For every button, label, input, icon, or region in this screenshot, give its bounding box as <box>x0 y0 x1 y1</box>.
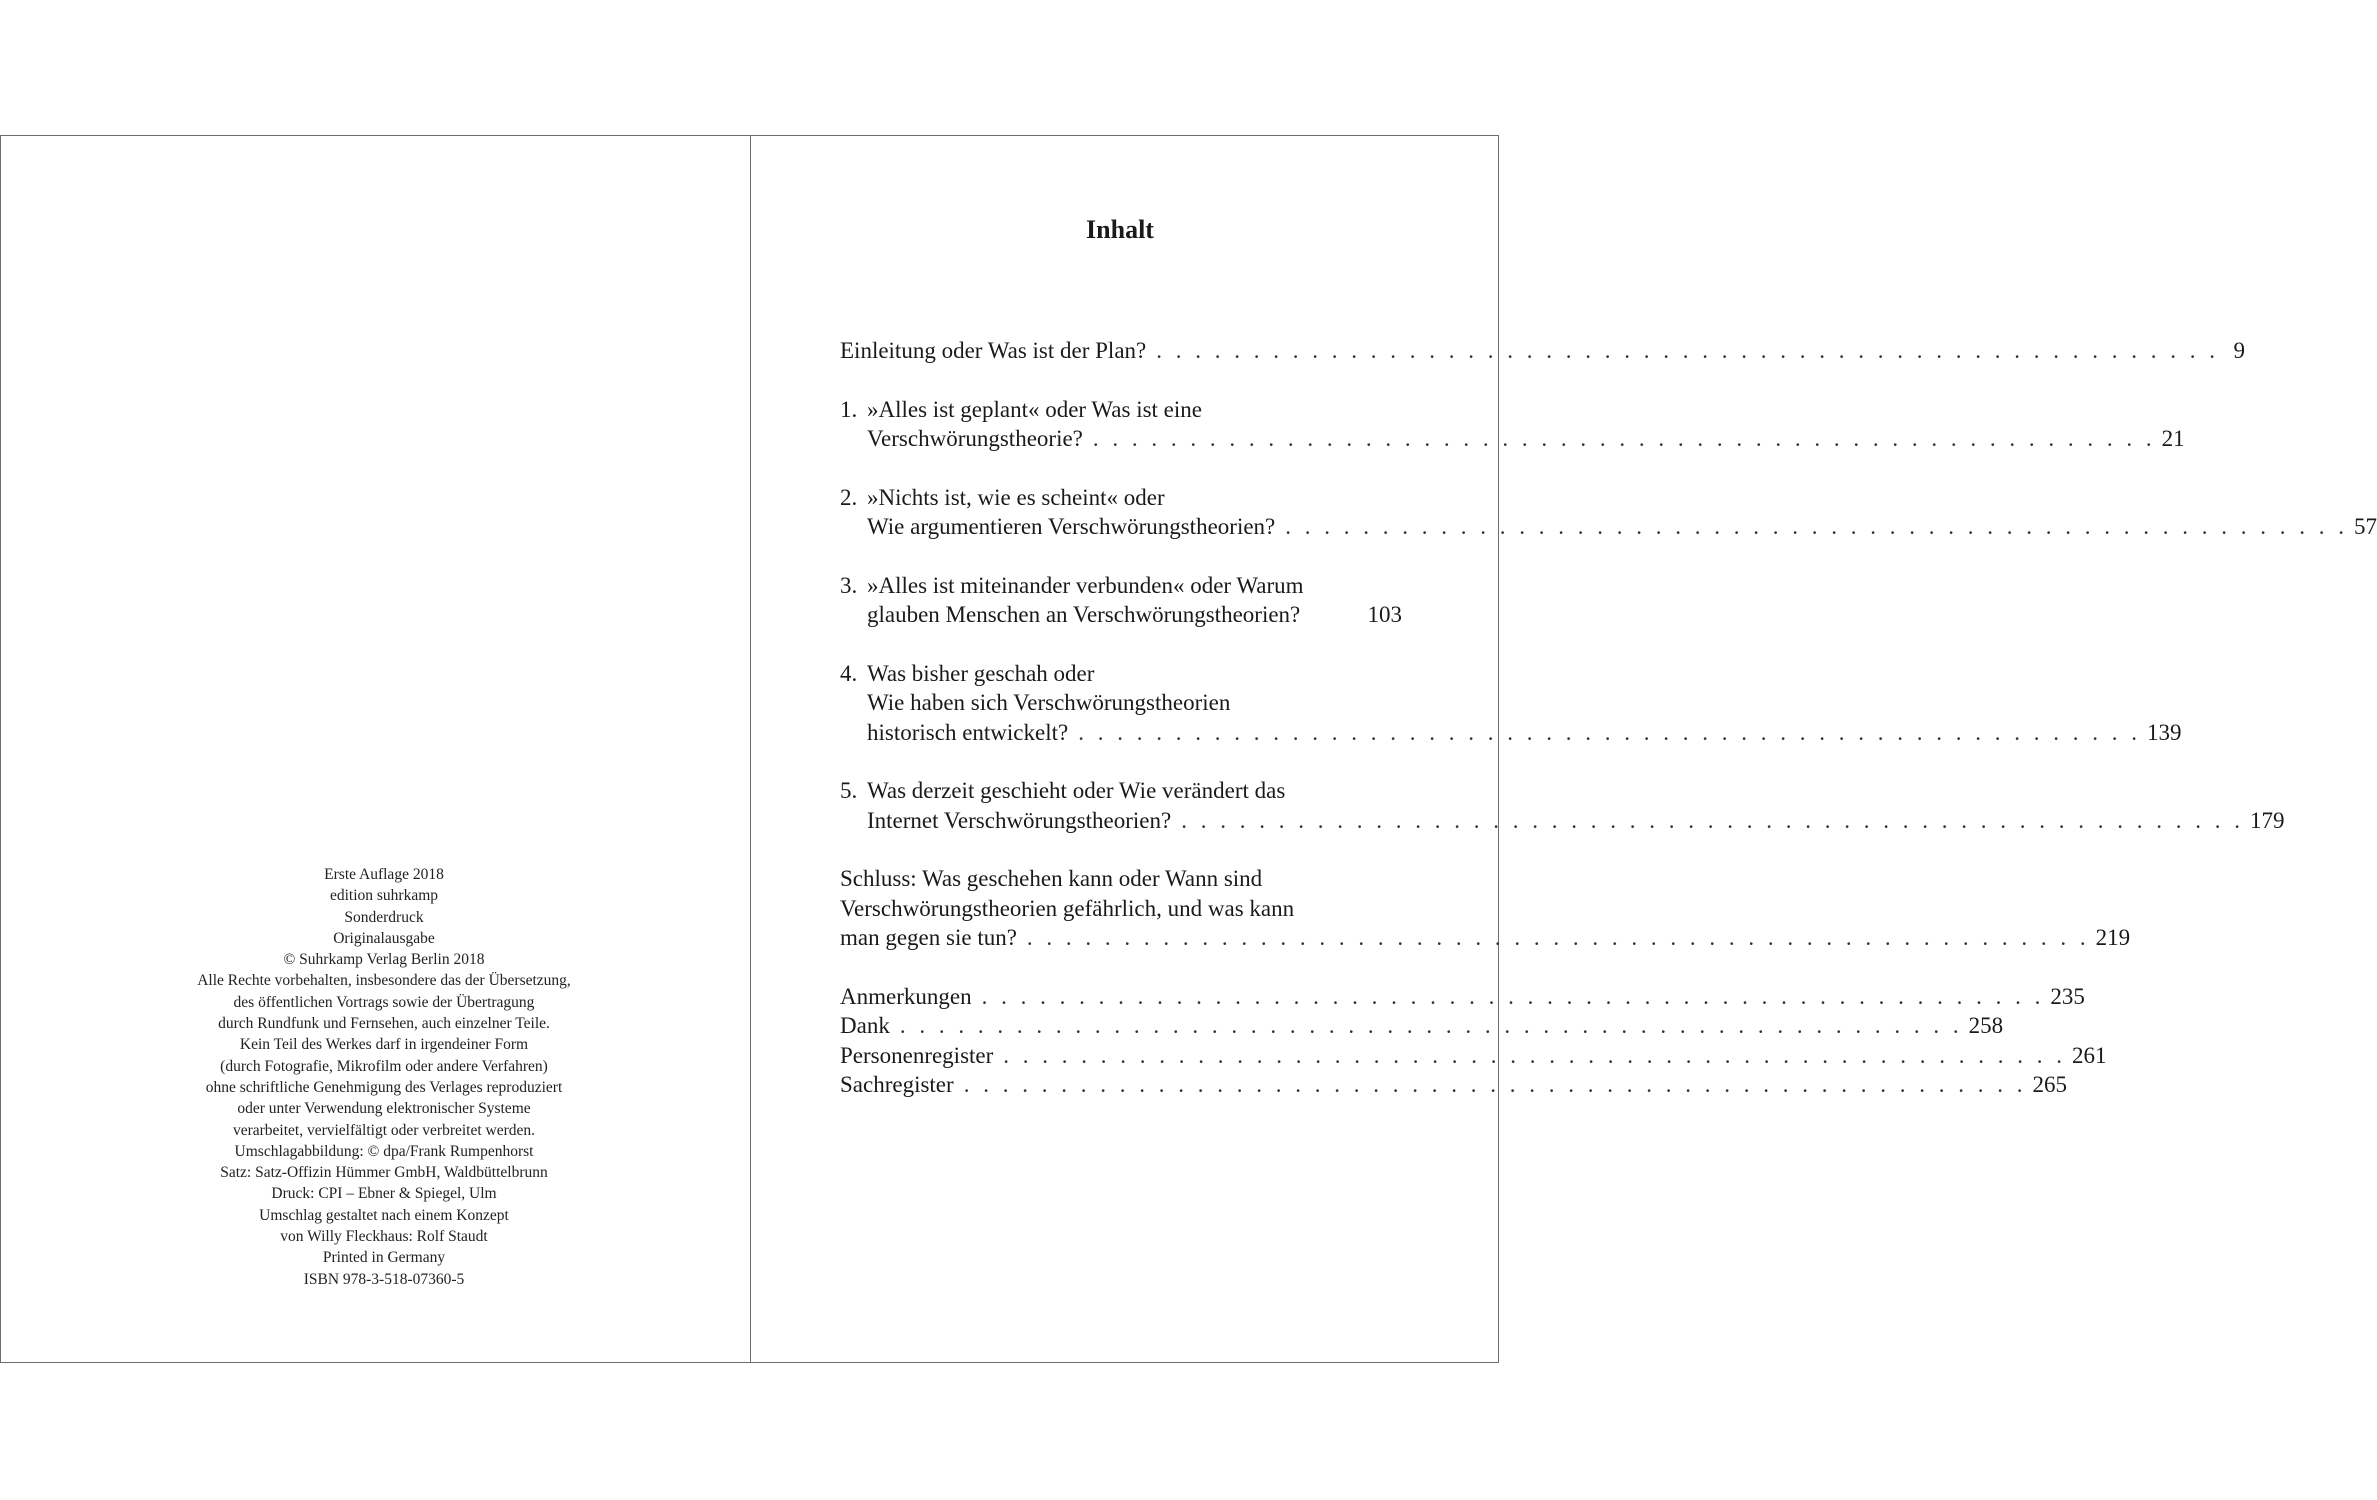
imprint-line: Kein Teil des Werkes darf in irgendeiner Form <box>239 1036 529 1054</box>
chapter-number: 2. <box>840 484 858 510</box>
toc-entry-text: Personenregister <box>840 1042 994 1068</box>
toc-title: Inhalt <box>1086 215 1154 244</box>
dot-leader: . . . . . . . . . . . . . . . . . . . . . . . . . . . . . . . . . . . . . . . . . . . . . . . . . . . . . . . <box>1078 719 2141 745</box>
toc-entry-appendix <box>840 982 2085 1012</box>
toc-entry-text: Anmerkungen <box>840 983 972 1009</box>
toc-entry-text: »Alles ist miteinander verbunden« oder Warum <box>867 572 1304 598</box>
toc-entry-conclusion <box>840 864 2131 953</box>
imprint-line: durch Rundfunk und Fernsehen, auch einzelner Teile. <box>218 1015 550 1033</box>
toc-entry-text: glauben Menschen an Verschwörungstheorien? <box>867 602 1301 627</box>
dot-leader: . . . . . . . . . . . . . . . . . . . . . . . . . . . . . . . . . . . . . . . . . . . . . . . . . . . . . . . <box>981 983 2045 1009</box>
page-gutter <box>750 136 751 1362</box>
toc-page-number: 219 <box>2095 925 2131 950</box>
toc-entry-chapter-4 <box>840 659 2182 748</box>
dot-leader: . . . . . . . . . . . . . . . . . . . . . . . . . . . . . . . . . . . . . . . . . . . . . . . . . . . . . . . <box>899 1013 1963 1038</box>
imprint-line: Originalausgabe <box>333 929 435 947</box>
toc-page-number: 9 <box>2233 338 2245 363</box>
toc-entry-appendix <box>840 1011 2004 1041</box>
toc-appendix-list <box>840 982 2107 1100</box>
imprint-line: Alle Rechte vorbehalten, insbesondere das der Übersetzung, <box>197 972 571 990</box>
imprint-line: ISBN 978-3-518-07360-5 <box>303 1270 465 1288</box>
toc-entry-text: Einleitung oder Was ist der Plan? <box>840 338 1147 363</box>
dot-leader: . . . . . . . . . . . . . . . . . . . . . . . . . . . . . . . . . . . . . . . . . . . . . . . . . . . . . . . <box>1156 338 2219 363</box>
toc-entry-text: Was bisher geschah oder <box>867 660 1095 686</box>
toc-entry-text: »Alles ist geplant« oder Was ist eine <box>867 396 1202 422</box>
chapter-number: 4. <box>840 660 858 686</box>
toc-page-number: 265 <box>2032 1072 2067 1097</box>
toc-page-number: 179 <box>2249 807 2285 833</box>
imprint-line: ohne schriftliche Genehmigung des Verlages reproduziert <box>205 1078 563 1096</box>
toc-page-number: 261 <box>2072 1042 2107 1068</box>
dot-leader: . . . . . . . . . . . . . . . . . . . . . . . . . . . . . . . . . . . . . . . . . . . . . . . . . . . . . . . <box>963 1072 2027 1097</box>
imprint-line: Sonderdruck <box>344 908 424 926</box>
toc-entry-text: Dank <box>840 1013 890 1038</box>
imprint-line: Umschlagabbildung: © dpa/Frank Rumpenhorst <box>234 1142 534 1160</box>
imprint-line: von Willy Fleckhaus: Rolf Staudt <box>280 1228 488 1246</box>
imprint-line: Umschlag gestaltet nach einem Konzept <box>259 1206 509 1224</box>
toc-entry-text: man gegen sie tun? <box>840 925 1017 950</box>
toc-entry-text: »Nichts ist, wie es scheint« oder <box>867 484 1165 510</box>
imprint-line: verarbeitet, vervielfältigt oder verbreitet werden. <box>232 1121 536 1139</box>
dot-leader: . . . . . . . . . . . . . . . . . . . . . . . . . . . . . . . . . . . . . . . . . . . . . . . . . . . . . . . <box>1285 514 2348 539</box>
toc-entry-intro <box>840 336 2245 366</box>
dot-leader: . . . . . . . . . . . . . . . . . . . . . . . . . . . . . . . . . . . . . . . . . . . . . . . . . . . . . . . <box>1181 807 2244 833</box>
chapter-number: 3. <box>840 572 858 598</box>
imprint-line: © Suhrkamp Verlag Berlin 2018 <box>283 951 485 969</box>
toc-entry-chapter-1 <box>840 395 2185 454</box>
toc-page-number: 235 <box>2050 983 2085 1009</box>
toc-page-number: 21 <box>2161 426 2185 451</box>
imprint-block <box>151 864 617 1290</box>
dot-leader: . . . . . . . . . . . . . . . . . . . . . . . . . . . . . . . . . . . . . . . . . . . . . . . . . . . . . . . <box>1026 925 2090 950</box>
toc-entry-text: Wie haben sich Verschwörungstheorien <box>867 690 1231 715</box>
toc-page-number: 103 <box>1367 602 1402 627</box>
toc-page-number: 258 <box>1968 1013 2004 1038</box>
dot-leader: . . . . . . . . . . . . . . . . . . . . . . . . . . . . . . . . . . . . . . . . . . . . . . . . . . . . . . . <box>1003 1042 2067 1068</box>
toc-entry-text: Was derzeit geschieht oder Wie verändert das <box>867 778 1286 803</box>
toc-entry-text: Schluss: Was geschehen kann oder Wann sind <box>840 866 1263 891</box>
imprint-line: des öffentlichen Vortrags sowie der Übertragung <box>233 993 535 1011</box>
chapter-number: 5. <box>840 778 858 803</box>
imprint-line: (durch Fotografie, Mikrofilm oder andere Verfahren) <box>220 1057 548 1075</box>
imprint-line: oder unter Verwendung elektronischer Systeme <box>237 1100 531 1118</box>
toc-entry-text: historisch entwickelt? <box>867 719 1069 745</box>
imprint-line: Druck: CPI – Ebner & Spiegel, Ulm <box>271 1185 497 1203</box>
toc-page-number: 139 <box>2146 719 2182 745</box>
toc-entry-text: Internet Verschwörungstheorien? <box>867 807 1172 833</box>
toc-entry-text: Wie argumentieren Verschwörungstheorien? <box>867 514 1276 539</box>
toc-entry-chapter-3 <box>840 571 1402 630</box>
imprint-line: Satz: Satz-Offizin Hümmer GmbH, Waldbüttelbrunn <box>220 1164 548 1182</box>
toc-entry-text: Verschwörungstheorie? <box>867 426 1083 451</box>
toc-entry-appendix <box>840 1070 2067 1100</box>
imprint-line: Erste Auflage 2018 <box>324 866 444 883</box>
toc-entry-text: Verschwörungstheorien gefährlich, und was kann <box>840 895 1295 921</box>
toc-entry-chapter-5 <box>840 776 2285 835</box>
imprint-line: Printed in Germany <box>322 1249 446 1267</box>
toc-entry-appendix <box>840 1041 2107 1071</box>
table-of-contents <box>840 336 2377 1100</box>
dot-leader: . . . . . . . . . . . . . . . . . . . . . . . . . . . . . . . . . . . . . . . . . . . . . . . . . . . . . . . <box>1092 426 2156 451</box>
toc-entry-text: Sachregister <box>840 1072 954 1097</box>
imprint-line: edition suhrkamp <box>329 887 439 905</box>
chapter-number: 1. <box>840 396 858 422</box>
toc-page-number: 57 <box>2354 514 2377 539</box>
toc-entry-chapter-2 <box>840 483 2377 542</box>
